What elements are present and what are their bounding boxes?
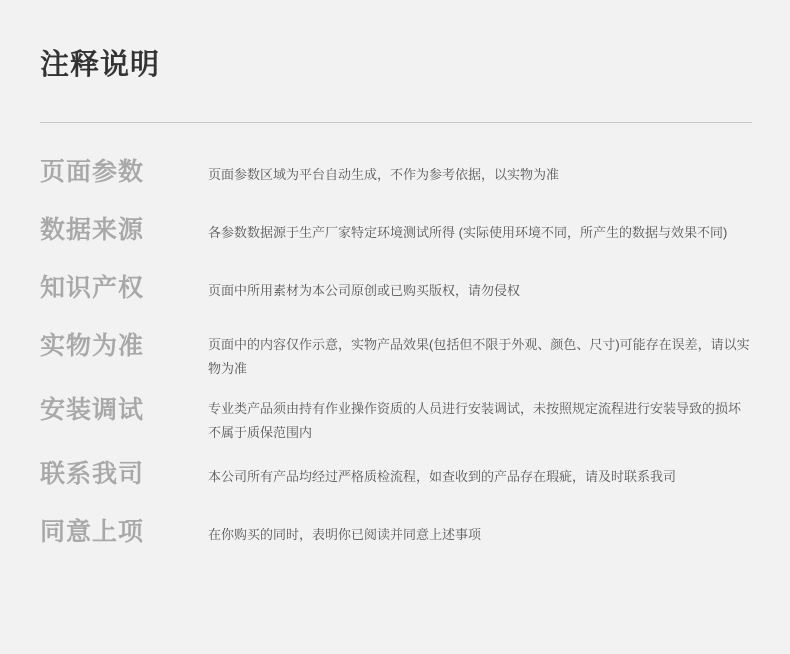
note-text: 本公司所有产品均经过严格质检流程，如查收到的产品存在瑕疵，请及时联系我司 <box>208 469 677 484</box>
note-label: 同意上项 <box>40 518 145 546</box>
note-text: 在你购买的同时，表明你已阅读并同意上述事项 <box>208 527 482 542</box>
list-item <box>40 515 752 561</box>
note-text: 各参数数据源于生产厂家特定环境测试所得 (实际使用环境不同，所产生的数据与效果不同) <box>208 225 728 240</box>
page-title: 注释说明 <box>40 49 161 81</box>
note-text: 页面参数区域为平台自动生成，不作为参考依据，以实物为准 <box>208 167 560 182</box>
list-item <box>40 271 752 317</box>
note-text: 页面中的内容仅作示意，实物产品效果(包括但不限于外观、颜色、尺寸)可能存在误差，请以实物为准 <box>208 337 750 376</box>
list-item <box>40 213 752 259</box>
note-label: 知识产权 <box>40 274 145 302</box>
note-label: 联系我司 <box>40 460 145 488</box>
list-item <box>40 155 752 201</box>
note-label: 实物为准 <box>40 332 145 360</box>
note-text: 专业类产品须由持有作业操作资质的人员进行安装调试，未按照规定流程进行安装导致的损坏不属于质保范围内 <box>208 401 742 440</box>
note-text: 页面中所用素材为本公司原创或已购买版权，请勿侵权 <box>208 283 521 298</box>
note-label: 页面参数 <box>40 158 145 186</box>
list-item <box>40 329 752 381</box>
list-item <box>40 457 752 503</box>
note-label: 数据来源 <box>40 216 145 244</box>
title-divider <box>40 122 752 123</box>
notes-list <box>40 155 752 573</box>
note-label: 安装调试 <box>40 396 145 424</box>
list-item <box>40 393 752 445</box>
